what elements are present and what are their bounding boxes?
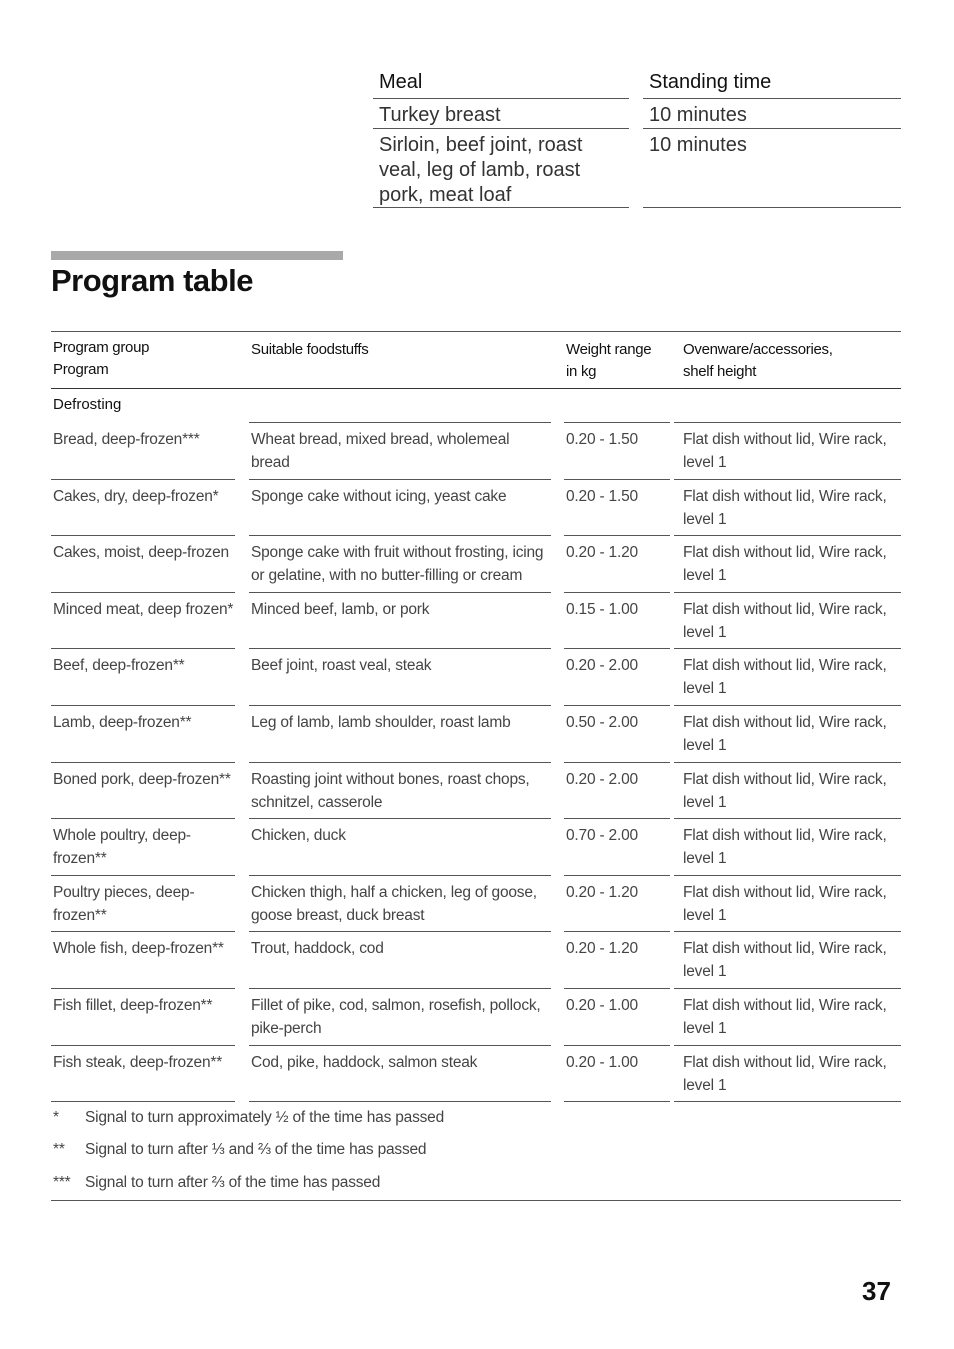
- weight-range-cell: [564, 763, 670, 820]
- ovenware-cell-text: Flat dish without lid, Wire rack, level 1: [683, 883, 887, 924]
- weight-range-cell-text: 0.20 - 2.00: [566, 770, 638, 788]
- ovenware-cell: [674, 423, 901, 480]
- program-cell-text: Boned pork, deep-frozen**: [53, 770, 231, 788]
- table-row: [373, 129, 901, 208]
- table-row: [51, 480, 901, 537]
- program-cell-text: Minced meat, deep frozen*: [53, 600, 234, 618]
- table-row: [51, 423, 901, 480]
- foodstuffs-cell: [249, 763, 551, 820]
- program-cell-text: Whole fish, deep-frozen**: [53, 940, 224, 958]
- ovenware-cell-text: Flat dish without lid, Wire rack, level 1: [683, 431, 887, 471]
- ovenware-cell: [674, 1046, 901, 1103]
- foodstuffs-cell: [249, 1046, 551, 1103]
- foodstuffs-cell: [249, 876, 551, 933]
- foodstuffs-cell: [249, 536, 551, 593]
- ovenware-cell: [674, 649, 901, 706]
- section-accent-bar: [51, 251, 343, 260]
- program-cell-text: Fish steak, deep-frozen**: [53, 1053, 223, 1071]
- header-weight-line1: Weight range: [566, 341, 652, 358]
- foodstuffs-cell-text: Sponge cake without icing, yeast cake: [251, 487, 507, 505]
- program-cell: [51, 480, 235, 537]
- page-title: Program table: [51, 263, 253, 298]
- foodstuffs-cell-text: Roasting joint without bones, roast chops, schnitzel, casserole: [251, 770, 530, 811]
- ovenware-cell: [674, 989, 901, 1046]
- program-cell: [51, 593, 235, 650]
- program-group-row: [51, 389, 901, 423]
- table-row: [51, 989, 901, 1046]
- weight-range-cell: [564, 932, 670, 989]
- table-row: [51, 819, 901, 876]
- program-cell: [51, 706, 235, 763]
- weight-range-cell-text: 0.20 - 1.20: [566, 883, 638, 901]
- program-cell-text: Whole poultry, deep-frozen**: [53, 827, 191, 868]
- table-row: [51, 593, 901, 650]
- standing-table-header: [373, 64, 901, 99]
- ovenware-cell-text: Flat dish without lid, Wire rack, level 1: [683, 657, 887, 698]
- foodstuffs-cell-text: Trout, haddock, cod: [251, 940, 384, 958]
- weight-range-cell: [564, 649, 670, 706]
- foodstuffs-cell-text: Chicken thigh, half a chicken, leg of goose, goose breast, duck breast: [251, 883, 537, 924]
- header-meal: Meal: [373, 64, 629, 99]
- ovenware-cell-text: Flat dish without lid, Wire rack, level 1: [683, 487, 887, 528]
- header-suitable-foodstuffs: Suitable foodstuffs: [251, 341, 369, 358]
- program-cell: [51, 876, 235, 933]
- foodstuffs-cell: [249, 706, 551, 763]
- ovenware-cell-text: Flat dish without lid, Wire rack, level 1: [683, 600, 887, 641]
- weight-range-cell: [564, 536, 670, 593]
- table-row: [51, 1046, 901, 1103]
- program-cell-text: Fish fillet, deep-frozen**: [53, 996, 213, 1014]
- table-row: [51, 876, 901, 933]
- footnote-marker: *: [53, 1109, 59, 1126]
- ovenware-cell: [674, 593, 901, 650]
- ovenware-cell-text: Flat dish without lid, Wire rack, level 1: [683, 940, 887, 981]
- program-cell-text: Bread, deep-frozen***: [53, 431, 200, 448]
- program-cell-text: Lamb, deep-frozen**: [53, 713, 192, 731]
- weight-range-cell: [564, 706, 670, 763]
- ovenware-cell-text: Flat dish without lid, Wire rack, level 1: [683, 770, 887, 811]
- ovenware-cell-text: Flat dish without lid, Wire rack, level 1: [683, 544, 887, 585]
- program-cell: [51, 819, 235, 876]
- ovenware-cell: [674, 536, 901, 593]
- program-cell: [51, 1046, 235, 1103]
- foodstuffs-cell: [249, 423, 551, 480]
- header-standing-time: Standing time: [643, 64, 901, 99]
- meal-cell: Sirloin, beef joint, roast veal, leg of lamb, roast pork, meat loaf: [373, 129, 629, 208]
- weight-range-cell: [564, 593, 670, 650]
- table-row: [51, 536, 901, 593]
- footnotes: [51, 1102, 901, 1201]
- foodstuffs-cell-text: Sponge cake with fruit without frosting, icing or gelatine, with no butter-filling or cream: [251, 544, 544, 585]
- footnote-text: Signal to turn after ⅓ and ⅔ of the time has passed: [85, 1141, 427, 1158]
- foodstuffs-cell-text: Chicken, duck: [251, 827, 346, 845]
- header-weight-range: [566, 339, 666, 383]
- foodstuffs-cell: [249, 593, 551, 650]
- footnote-marker: ***: [53, 1174, 71, 1191]
- weight-range-cell-text: 0.70 - 2.00: [566, 827, 638, 845]
- ovenware-cell: [674, 932, 901, 989]
- foodstuffs-cell: [249, 989, 551, 1046]
- page-number: 37: [862, 1276, 891, 1306]
- weight-range-cell-text: 0.20 - 1.00: [566, 996, 638, 1014]
- ovenware-cell-text: Flat dish without lid, Wire rack, level 1: [683, 996, 887, 1037]
- program-rows: [51, 423, 901, 1102]
- program-group-label: Defrosting: [53, 396, 122, 413]
- foodstuffs-cell: [249, 819, 551, 876]
- foodstuffs-cell-text: Cod, pike, haddock, salmon steak: [251, 1053, 478, 1071]
- footnote-text: Signal to turn after ⅔ of the time has passed: [85, 1174, 381, 1191]
- standing-time-cell: 10 minutes: [643, 99, 901, 129]
- foodstuffs-cell: [249, 480, 551, 537]
- table-row: [373, 99, 901, 129]
- weight-range-cell: [564, 480, 670, 537]
- program-cell: [51, 649, 235, 706]
- weight-range-cell-text: 0.20 - 1.20: [566, 940, 638, 958]
- header-ovenware: [683, 339, 901, 383]
- table-row: [51, 649, 901, 706]
- table-row: [51, 763, 901, 820]
- foodstuffs-cell-text: Beef joint, roast veal, steak: [251, 657, 432, 675]
- weight-range-cell-text: 0.20 - 1.20: [566, 544, 638, 562]
- ovenware-cell-text: Flat dish without lid, Wire rack, level 1: [683, 827, 887, 868]
- foodstuffs-cell-text: Wheat bread, mixed bread, wholemeal bread: [251, 431, 510, 471]
- weight-range-cell-text: 0.20 - 1.50: [566, 487, 638, 505]
- weight-range-cell-text: 0.20 - 2.00: [566, 657, 638, 675]
- ovenware-cell: [674, 876, 901, 933]
- weight-range-cell: [564, 423, 670, 480]
- header-ovenware-line2: shelf height: [683, 363, 757, 380]
- program-cell-text: Beef, deep-frozen**: [53, 657, 185, 675]
- foodstuffs-cell-text: Fillet of pike, cod, salmon, rosefish, pollock, pike-perch: [251, 996, 541, 1037]
- program-cell: [51, 763, 235, 820]
- program-cell-text: Poultry pieces, deep-frozen**: [53, 883, 195, 924]
- header-program-group-line1: Program group: [53, 339, 150, 356]
- weight-range-cell: [564, 1046, 670, 1103]
- program-cell: [51, 423, 235, 480]
- header-program-group: [53, 337, 233, 381]
- foodstuffs-cell: [249, 932, 551, 989]
- program-cell: [51, 932, 235, 989]
- header-weight-line2: in kg: [566, 363, 597, 380]
- header-ovenware-line1: Ovenware/accessories,: [683, 341, 833, 358]
- ovenware-cell: [674, 819, 901, 876]
- weight-range-cell-text: 0.20 - 1.00: [566, 1053, 638, 1071]
- program-cell: [51, 989, 235, 1046]
- program-cell: [51, 536, 235, 593]
- weight-range-cell-text: 0.15 - 1.00: [566, 600, 638, 618]
- table-row: [51, 932, 901, 989]
- program-table: [51, 331, 901, 1102]
- foodstuffs-cell-text: Minced beef, lamb, or pork: [251, 600, 430, 618]
- weight-range-cell: [564, 819, 670, 876]
- footnote-marker: **: [53, 1141, 65, 1158]
- ovenware-cell-text: Flat dish without lid, Wire rack, level 1: [683, 1053, 887, 1094]
- program-table-header: [51, 332, 901, 389]
- standing-time-cell: 10 minutes: [643, 129, 901, 208]
- meal-cell: Turkey breast: [373, 99, 629, 129]
- weight-range-cell-text: 0.50 - 2.00: [566, 713, 638, 731]
- ovenware-cell-text: Flat dish without lid, Wire rack, level 1: [683, 713, 887, 754]
- foodstuffs-cell-text: Leg of lamb, lamb shoulder, roast lamb: [251, 713, 511, 731]
- weight-range-cell: [564, 989, 670, 1046]
- ovenware-cell: [674, 706, 901, 763]
- ovenware-cell: [674, 480, 901, 537]
- table-row: [51, 706, 901, 763]
- program-cell-text: Cakes, moist, deep-frozen: [53, 544, 229, 562]
- program-cell-text: Cakes, dry, deep-frozen*: [53, 487, 219, 505]
- footnote-text: Signal to turn approximately ½ of the time has passed: [85, 1109, 445, 1126]
- weight-range-cell-text: 0.20 - 1.50: [566, 431, 638, 448]
- weight-range-cell: [564, 876, 670, 933]
- foodstuffs-cell: [249, 649, 551, 706]
- ovenware-cell: [674, 763, 901, 820]
- header-program-group-line2: Program: [53, 361, 109, 378]
- standing-time-table: [373, 64, 901, 208]
